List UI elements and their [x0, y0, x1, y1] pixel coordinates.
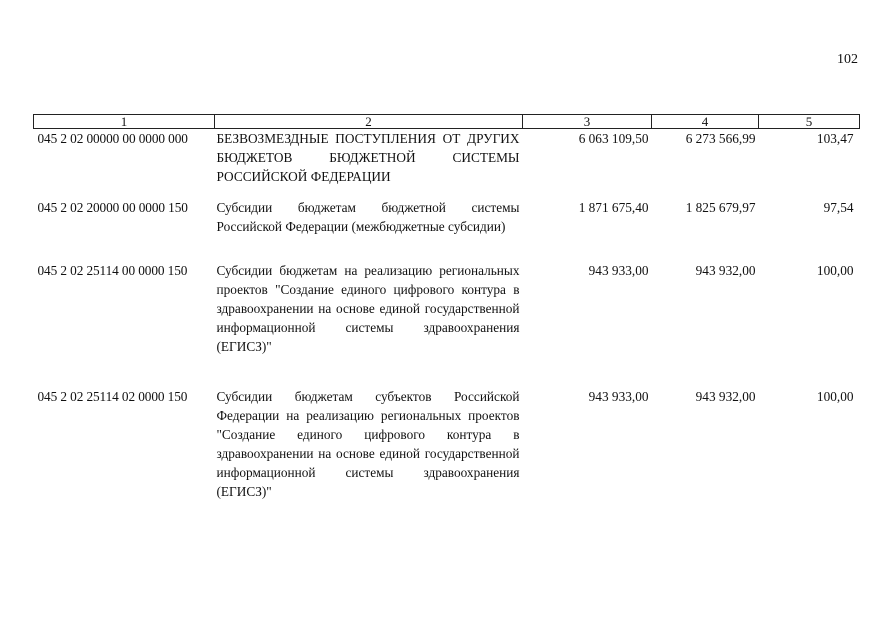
executed-amount-cell: 943 932,00: [695, 263, 756, 278]
budget-code-cell: 045 2 02 25114 00 0000 150: [37, 263, 188, 278]
column-header-2: 2: [215, 115, 523, 129]
budget-code-cell: 045 2 02 00000 00 0000 000: [37, 131, 188, 146]
column-header-3: 3: [523, 115, 652, 129]
column-header-5: 5: [759, 115, 860, 129]
item-name-cell: Субсидии бюджетам на реализацию региональных проектов "Создание единого цифрового контура в здравоохранении на основе единой государственной информационной системы здравоохранения (ЕГИСЗ)": [216, 263, 520, 354]
execution-percent-cell: 100,00: [816, 263, 854, 278]
page-number: 102: [837, 52, 858, 67]
execution-percent-cell: 97,54: [823, 200, 854, 215]
item-name-cell: БЕЗВОЗМЕЗДНЫЕ ПОСТУПЛЕНИЯ ОТ ДРУГИХ БЮДЖЕТОВ БЮДЖЕТНОЙ СИСТЕМЫ РОССИЙСКОЙ ФЕДЕРАЦИИ: [216, 131, 520, 184]
item-name-cell: Субсидии бюджетам субъектов Российской Федерации на реализацию региональных проектов "Создание единого цифрового контура в здравоохранении на основе единой государственной информационной системы здравоохранения (ЕГИСЗ)": [216, 389, 520, 499]
budget-code-cell: 045 2 02 20000 00 0000 150: [37, 200, 188, 215]
table-row: [34, 387, 860, 501]
column-number-header-row: [34, 115, 860, 129]
column-header-4: 4: [652, 115, 759, 129]
budget-code-cell: 045 2 02 25114 02 0000 150: [37, 389, 188, 404]
executed-amount-cell: 943 932,00: [695, 389, 756, 404]
approved-amount-cell: 6 063 109,50: [578, 131, 649, 146]
approved-amount-cell: 943 933,00: [588, 389, 649, 404]
table-row: [34, 129, 860, 199]
budget-table: [33, 114, 860, 501]
approved-amount-cell: 1 871 675,40: [578, 200, 649, 215]
item-name-cell: Субсидии бюджетам бюджетной системы Российской Федерации (межбюджетные субсидии): [216, 200, 520, 234]
table-row: [34, 198, 860, 261]
execution-percent-cell: 103,47: [816, 131, 854, 146]
executed-amount-cell: 6 273 566,99: [685, 131, 756, 146]
column-header-1: 1: [34, 115, 215, 129]
executed-amount-cell: 1 825 679,97: [685, 200, 756, 215]
approved-amount-cell: 943 933,00: [588, 263, 649, 278]
table-row: [34, 261, 860, 387]
execution-percent-cell: 100,00: [816, 389, 854, 404]
